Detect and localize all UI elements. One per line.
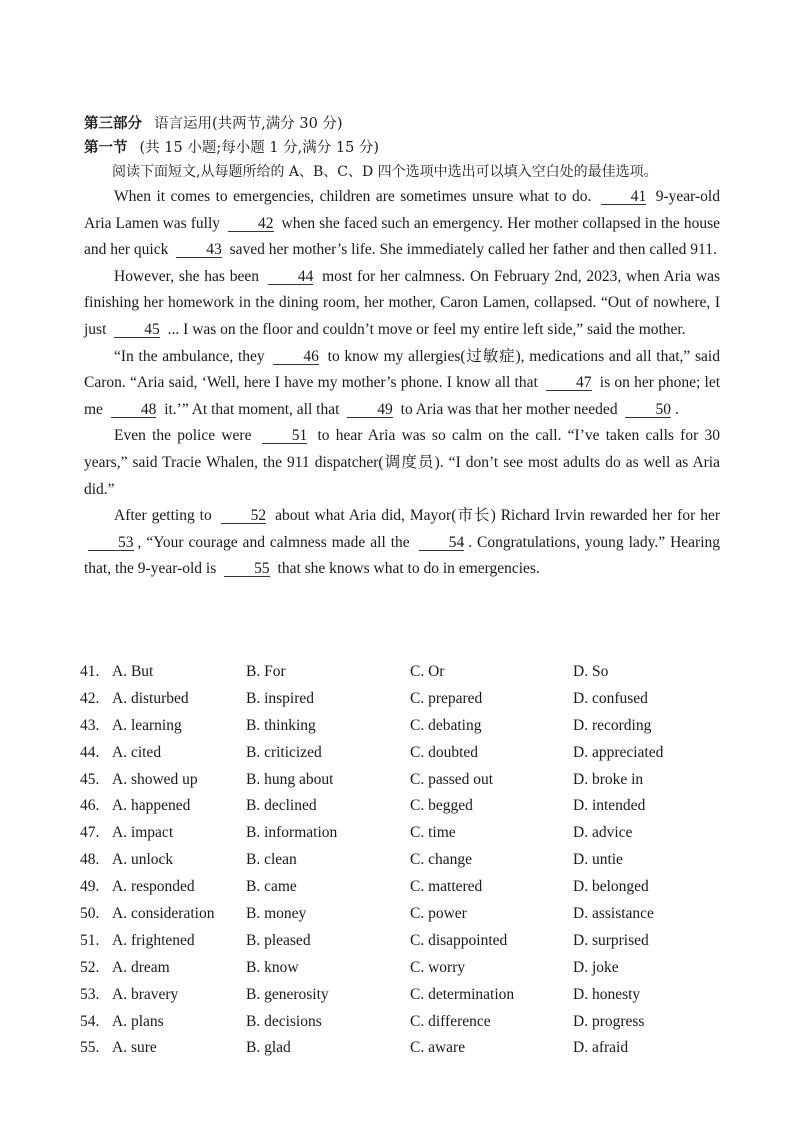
option-b: B. generosity [246, 985, 329, 1003]
option-a: A. disturbed [112, 689, 189, 707]
option-a: A. frightened [112, 931, 195, 949]
option-c: C. time [410, 824, 456, 842]
passage-text: After getting to [114, 507, 217, 525]
blank-49: 49 [347, 402, 393, 418]
option-d: D. assistance [573, 905, 654, 923]
option-c: C. worry [410, 958, 466, 976]
passage-text: most for her calmness. On February 2nd, 2023, when Aria was finishing her homework in the dining room, her mother, Caron Lamen, collapsed. “Out of nowhere, I just [84, 267, 720, 338]
question-row [80, 687, 740, 714]
option-a: A. cited [112, 743, 162, 761]
option-a: A. unlock [112, 851, 174, 869]
blank-52: 52 [221, 508, 267, 524]
option-c: C. prepared [410, 689, 483, 707]
question-number: 44. [80, 743, 100, 761]
blank-48: 48 [111, 402, 157, 418]
question-number: 47. [80, 824, 100, 842]
option-c: C. doubted [410, 743, 479, 761]
question-row [80, 875, 740, 902]
option-d: D. broke in [573, 770, 644, 788]
option-c: C. passed out [410, 770, 494, 788]
blank-55: 55 [224, 561, 270, 577]
passage-paragraph [84, 344, 720, 424]
passage-text: . [674, 400, 679, 418]
question-row [80, 929, 740, 956]
option-b: B. information [246, 824, 338, 842]
question-number: 45. [80, 770, 100, 788]
question-row [80, 794, 740, 821]
option-d: D. untie [573, 851, 623, 869]
passage-text: Even the police were [114, 427, 258, 445]
question-number: 55. [80, 1039, 100, 1057]
question-number: 53. [80, 985, 100, 1003]
passage-text: when she faced such an emergency. Her mother collapsed in the house and her quick [84, 214, 720, 259]
section-subtitle: (共 15 小题;每小题 1 分,满分 15 分) [139, 140, 380, 156]
blank-53: 53 [88, 535, 134, 551]
question-number: 52. [80, 958, 100, 976]
option-c: C. change [410, 851, 472, 869]
blank-44: 44 [268, 269, 314, 285]
question-row [80, 660, 740, 687]
option-c: C. power [410, 905, 467, 923]
question-number: 50. [80, 905, 100, 923]
option-b: B. pleased [246, 931, 311, 949]
question-row [80, 741, 740, 768]
blank-45: 45 [114, 322, 160, 338]
option-d: D. So [573, 663, 609, 680]
blank-51: 51 [262, 428, 308, 444]
part-heading [84, 112, 720, 136]
passage-paragraph [84, 423, 720, 503]
question-number: 54. [80, 1012, 100, 1030]
options-list [80, 660, 740, 1063]
question-row [80, 1036, 740, 1063]
option-d: D. belonged [573, 878, 649, 896]
passage-text: to hear Aria was so calm on the call. “I’ve taken calls for 30 years,” said Tracie Whalen, the 911 dispatcher(调度员). “I don’t see most adults do as well as Aria did.” [84, 427, 720, 498]
blank-41: 41 [601, 189, 647, 205]
option-d: D. intended [573, 797, 646, 815]
option-a: A. happened [112, 797, 191, 815]
option-d: D. appreciated [573, 743, 664, 761]
question-number: 46. [80, 797, 100, 815]
question-number: 51. [80, 931, 100, 949]
passage-text: 9-year-old Aria Lamen was fully [84, 188, 720, 232]
question-number: 43. [80, 716, 100, 734]
option-d: D. afraid [573, 1039, 629, 1057]
option-a: A. dream [112, 958, 170, 976]
option-b: B. clean [246, 851, 297, 869]
question-row [80, 956, 740, 983]
option-c: C. difference [410, 1012, 491, 1030]
blank-43: 43 [176, 242, 222, 258]
exam-page [84, 112, 720, 583]
option-a: A. learning [112, 716, 182, 734]
blank-42: 42 [228, 216, 274, 232]
passage-text: about what Aria did, Mayor(市长) Richard Irvin rewarded her for her [270, 507, 720, 525]
passage-text: to Aria was that her mother needed [396, 400, 622, 418]
passage-text: is on her phone; let me [84, 374, 721, 418]
option-c: C. begged [410, 797, 473, 815]
passage-text: When it comes to emergencies, children are sometimes unsure what to do. [114, 188, 597, 205]
option-c: C. aware [410, 1039, 466, 1057]
option-d: D. recording [573, 716, 652, 734]
passage-paragraph [84, 184, 720, 264]
passage-text: , “Your courage and calmness made all the [137, 533, 415, 551]
passage-text: ... I was on the floor and couldn’t move or feel my entire left side,” said the mother. [163, 320, 686, 338]
option-b: B. For [246, 663, 286, 680]
option-a: A. showed up [112, 770, 198, 788]
question-row [80, 902, 740, 929]
question-number: 41. [80, 663, 100, 680]
section-title: 第一节 [84, 139, 128, 156]
question-row [80, 848, 740, 875]
question-row [80, 768, 740, 795]
option-b: B. money [246, 905, 307, 923]
passage-paragraph [84, 264, 720, 344]
option-d: D. progress [573, 1012, 645, 1030]
option-a: A. bravery [112, 985, 179, 1003]
passage-text: saved her mother’s life. She immediately called her father and then called 911. [225, 241, 717, 259]
passage-text: . Congratulations, young lady.” Hearing that, the 9-year-old is [84, 533, 720, 578]
option-a: A. responded [112, 878, 195, 896]
blank-50: 50 [625, 402, 671, 418]
option-a: A. impact [112, 824, 174, 842]
option-c: C. mattered [410, 878, 483, 896]
option-d: D. joke [573, 958, 619, 976]
question-number: 49. [80, 878, 100, 896]
question-row [80, 821, 740, 848]
blank-47: 47 [546, 375, 592, 391]
question-number: 42. [80, 689, 100, 707]
option-d: D. advice [573, 824, 633, 842]
passage-text: it.’” At that moment, all that [160, 400, 344, 418]
option-b: B. inspired [246, 689, 315, 707]
question-row [80, 1010, 740, 1037]
part-subtitle: 语言运用(共两节,满分 30 分) [154, 116, 343, 132]
part-title: 第三部分 [84, 115, 142, 132]
passage-paragraph [84, 503, 720, 583]
option-d: D. surprised [573, 931, 649, 949]
section-heading [84, 136, 720, 160]
option-b: B. thinking [246, 716, 316, 734]
option-a: A. plans [112, 1012, 164, 1030]
option-b: B. glad [246, 1039, 291, 1057]
option-c: C. determination [410, 985, 515, 1003]
option-d: D. confused [573, 689, 648, 707]
question-row [80, 714, 740, 741]
question-row [80, 983, 740, 1010]
option-b: B. criticized [246, 743, 322, 761]
option-b: B. declined [246, 797, 317, 815]
option-b: B. decisions [246, 1012, 322, 1030]
option-a: A. sure [112, 1039, 157, 1057]
blank-54: 54 [419, 535, 465, 551]
option-a: A. But [112, 663, 154, 680]
option-a: A. consideration [112, 905, 215, 923]
passage-text: “In the ambulance, they [114, 347, 270, 365]
instruction: 阅读下面短文,从每题所给的 A、B、C、D 四个选项中选出可以填入空白处的最佳选项。 [112, 164, 658, 180]
blank-46: 46 [273, 349, 319, 365]
passage-text: However, she has been [114, 267, 264, 285]
passage-text: that she knows what to do in emergencies. [273, 560, 540, 578]
passage-text: to know my allergies(过敏症), medications and all that,” said Caron. “Aria said, ‘Well, here I have my mother’s phone. I know all that [84, 347, 720, 392]
option-c: C. Or [410, 663, 445, 680]
option-c: C. debating [410, 716, 482, 734]
option-d: D. honesty [573, 985, 641, 1003]
passage [84, 184, 720, 583]
option-c: C. disappointed [410, 931, 508, 949]
option-b: B. know [246, 958, 299, 976]
option-b: B. came [246, 878, 297, 896]
option-b: B. hung about [246, 770, 334, 788]
question-number: 48. [80, 851, 100, 869]
